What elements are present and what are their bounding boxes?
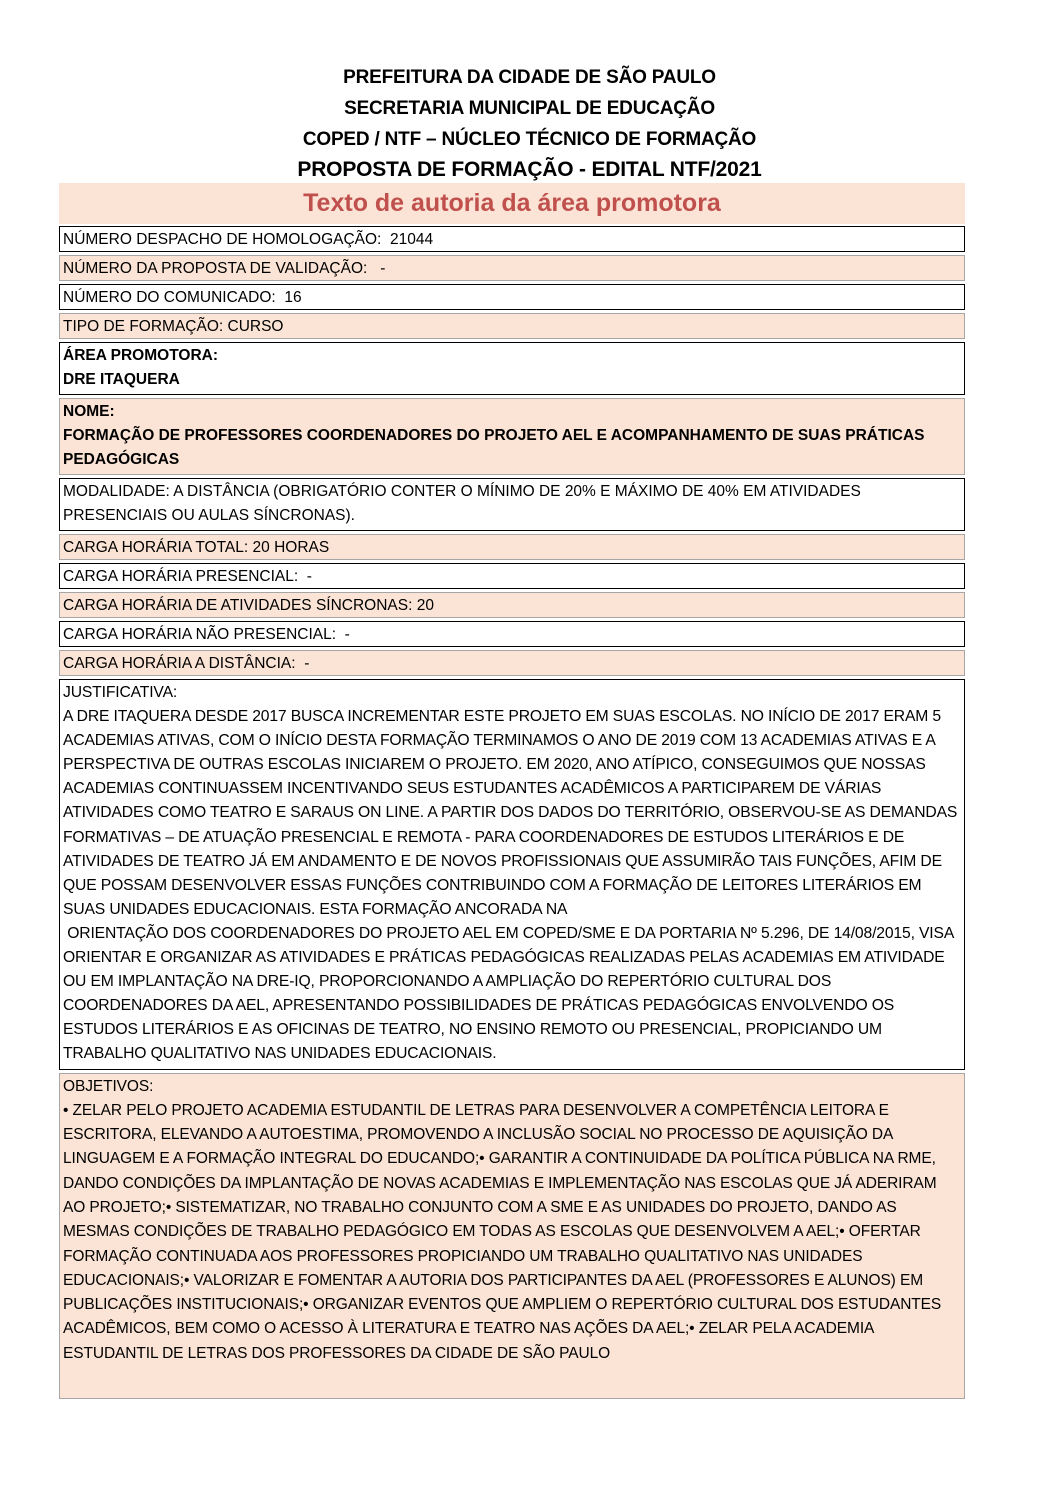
field-carga-sincronas <box>59 592 965 618</box>
field-objetivos <box>59 1073 965 1399</box>
field-objetivos-value: • ZELAR PELO PROJETO ACADEMIA ESTUDANTIL DE LETRAS PARA DESENVOLVER A COMPETÊNCIA LEITORA E ESCRITORA, ELEVANDO A AUTOESTIMA, PROMOVENDO A INCLUSÃO SOCIAL NO PROCESSO DE AQUISIÇÃO DA LINGUAGEM E A FORMAÇÃO INTEGRAL DO EDUCANDO;• GARANTIR A CONTINUIDADE DA POLÍTICA PÚBLICA NA RME, DANDO CONDIÇÕES DA IMPLANTAÇÃO DE NOVAS ACADEMIAS E IMPLEMENTAÇÃO NAS ESCOLAS QUE JÁ ADERIRAM AO PROJETO;• SISTEMATIZAR, NO TRABALHO CONJUNTO COM A SME E AS UNIDADES DO PROJETO, DANDO AS MESMAS CONDIÇÕES DE TRABALHO PEDAGÓGICO EM TODAS AS ESCOLAS QUE DESENVOLVEM A AEL;• OFERTAR FORMAÇÃO CONTINUADA AOS PROFESSORES PROPICIANDO UM TRABALHO QUALITATIVO NAS UNIDADES EDUCACIONAIS;• VALORIZAR E FOMENTAR A AUTORIA DOS PARTICIPANTES DA AEL (PROFESSORES E ALUNOS) EM PUBLICAÇÕES INSTITUCIONAIS;• ORGANIZAR EVENTOS QUE AMPLIEM O REPERTÓRIO CULTURAL DOS ESTUDANTES ACADÊMICOS, BEM COMO O ACESSO À LITERATURA E TEATRO NAS AÇÕES DA AEL;• ZELAR PELA ACADEMIA ESTUDANTIL DE LETRAS DOS PROFESSORES DA CIDADE DE SÃO PAULO <box>63 1101 945 1362</box>
field-justificativa-value: A DRE ITAQUERA DESDE 2017 BUSCA INCREMENTAR ESTE PROJETO EM SUAS ESCOLAS. NO INÍCIO DE 2017 ERAM 5 ACADEMIAS ATIVAS, COM O INÍCIO DESTA FORMAÇÃO TERMINAMOS O ANO DE 2019 COM 13 ACADEMIAS ATIVAS E A PERSPECTIVA DE OUTRAS ESCOLAS INICIAREM O PROJETO. EM 2020, ANO ATÍPICO, CONSEGUIMOS QUE NOSSAS ACADEMIAS CONTINUASSEM INCENTIVANDO SEUS ESTUDANTES ACADÊMICOS A PARTICIPAREM DE VÁRIAS ATIVIDADES COMO TEATRO E SARAUS ON LINE. A PARTIR DOS DADOS DO TERRITÓRIO, OBSERVOU-SE AS DEMANDAS FORMATIVAS – DE ATUAÇÃO PRESENCIAL E REMOTA - PARA COORDENADORES DE ESTUDOS LITERÁRIOS E DE ATIVIDADES DE TEATRO JÁ EM ANDAMENTO E DE NOVOS PROFISSIONAIS QUE ASSUMIRÃO TAIS FUNÇÕES, AFIM DE QUE POSSAM DESENVOLVER ESSAS FUNÇÕES CONTRIBUINDO COM A FORMAÇÃO DE LEITORES LITERÁRIOS EM SUAS UNIDADES EDUCACIONAIS. ESTA FORMAÇÃO ANCORADA NA ORIENTAÇÃO DOS COORDENADORES DO PROJETO AEL EM COPED/SME E DA PORTARIA Nº 5.296, DE 14/08/2015, VISA ORIENTAR E ORGANIZAR AS ATIVIDADES E PRÁTICAS PEDAGÓGICAS REALIZADAS PELAS ACADEMIAS EM ATIVIDADE OU EM IMPLANTAÇÃO NA DRE-IQ, PROPORCIONANDO A AMPLIAÇÃO DO REPERTÓRIO CULTURAL DOS COORDENADORES DA AEL, APRESENTANDO POSSIBILIDADES DE PRÁTICAS PEDAGÓGICAS ENVOLVENDO OS ESTUDOS LITERÁRIOS E AS OFICINAS DE TEATRO, NO ENSINO REMOTO OU PRESENCIAL, PROPICIANDO UM TRABALHO QUALITATIVO NAS UNIDADES EDUCACIONAIS. <box>63 708 958 1063</box>
field-carga-total-value: 20 HORAS <box>252 539 330 556</box>
field-validacao-value: - <box>380 260 386 277</box>
field-modalidade <box>59 478 965 531</box>
field-modalidade-value: A DISTÂNCIA (OBRIGATÓRIO CONTER O MÍNIMO DE 20% E MÁXIMO DE 40% EM ATIVIDADES PRESENCIAIS OU AULAS SÍNCRONAS). <box>63 483 866 524</box>
field-tipo-value: CURSO <box>227 318 284 335</box>
field-comunicado-value: 16 <box>284 289 302 306</box>
field-carga-presencial <box>59 563 965 589</box>
field-objetivos-label: OBJETIVOS: <box>63 1077 154 1095</box>
header-prefeitura: PREFEITURA DA CIDADE DE SÃO PAULO <box>343 67 716 88</box>
field-validacao-label: NÚMERO DA PROPOSTA DE VALIDAÇÃO: <box>63 260 368 277</box>
field-carga-sincronas-label: CARGA HORÁRIA DE ATIVIDADES SÍNCRONAS: <box>63 597 413 614</box>
field-carga-total <box>59 534 965 560</box>
field-tipo-label: TIPO DE FORMAÇÃO: <box>63 318 224 335</box>
field-justificativa-label: JUSTIFICATIVA: <box>63 684 178 701</box>
field-carga-distancia-label: CARGA HORÁRIA A DISTÂNCIA: <box>63 655 296 672</box>
form-fields <box>59 226 965 1402</box>
field-carga-nao-presencial-value: - <box>344 626 350 643</box>
field-nome <box>59 398 965 475</box>
field-area-promotora <box>59 342 965 395</box>
header-coped: COPED / NTF – NÚCLEO TÉCNICO DE FORMAÇÃO <box>302 129 757 150</box>
field-area-value: DRE ITAQUERA <box>63 371 180 388</box>
document-header <box>0 62 1059 185</box>
field-carga-presencial-label: CARGA HORÁRIA PRESENCIAL: <box>63 568 299 585</box>
field-comunicado <box>59 284 965 310</box>
field-carga-distancia <box>59 650 965 676</box>
field-nome-label: NOME: <box>63 403 115 420</box>
field-carga-total-label: CARGA HORÁRIA TOTAL: <box>63 539 249 556</box>
field-homologacao <box>59 226 965 252</box>
field-carga-nao-presencial <box>59 621 965 647</box>
authorship-banner <box>59 183 965 224</box>
field-validacao <box>59 255 965 281</box>
field-carga-presencial-value: - <box>306 568 312 585</box>
field-comunicado-label: NÚMERO DO COMUNICADO: <box>63 289 276 306</box>
field-nome-value: FORMAÇÃO DE PROFESSORES COORDENADORES DO PROJETO AEL E ACOMPANHAMENTO DE SUAS PRÁTICAS PEDAGÓGICAS <box>63 427 929 468</box>
field-homologacao-label: NÚMERO DESPACHO DE HOMOLOGAÇÃO: <box>63 231 382 248</box>
field-tipo <box>59 313 965 339</box>
field-carga-sincronas-value: 20 <box>416 597 434 614</box>
field-modalidade-label: MODALIDADE: <box>63 483 170 500</box>
header-secretaria: SECRETARIA MUNICIPAL DE EDUCAÇÃO <box>344 98 715 119</box>
field-carga-distancia-value: - <box>304 655 310 672</box>
header-proposta: PROPOSTA DE FORMAÇÃO - EDITAL NTF/2021 <box>297 158 762 181</box>
field-carga-nao-presencial-label: CARGA HORÁRIA NÃO PRESENCIAL: <box>63 626 337 643</box>
authorship-banner-text: Texto de autoria da área promotora <box>303 189 721 217</box>
field-area-label: ÁREA PROMOTORA: <box>63 347 218 364</box>
field-justificativa <box>59 679 965 1070</box>
field-homologacao-value: 21044 <box>390 231 434 248</box>
